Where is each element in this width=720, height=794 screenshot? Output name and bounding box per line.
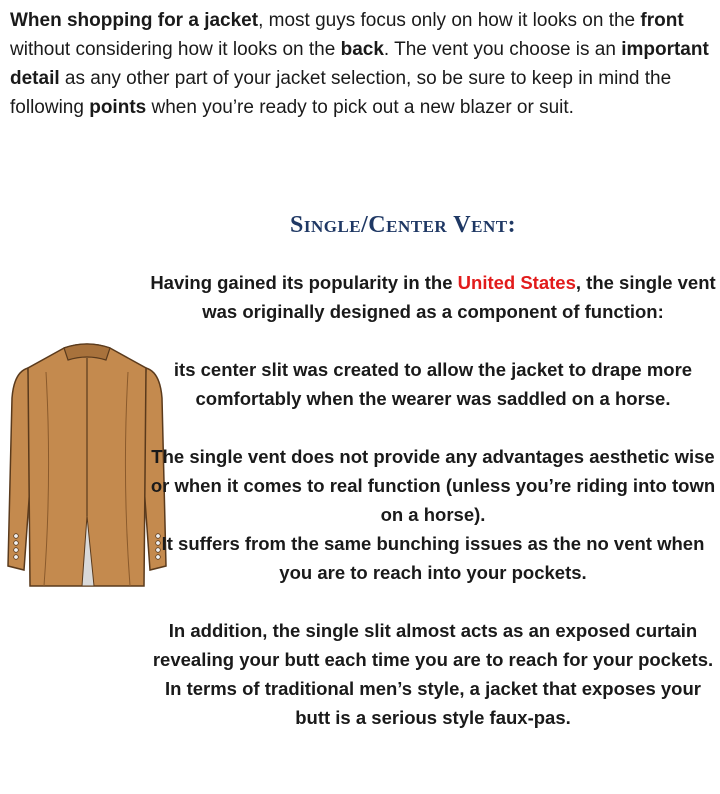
- intro-bold-5: points: [89, 97, 147, 118]
- intro-bold-4: important detail: [10, 39, 709, 89]
- section-title: Single/Center Vent:: [290, 212, 517, 238]
- paragraph-bunching: It suffers from the same bunching issues as the no vent when you are to reach into your pockets.: [161, 533, 705, 583]
- united-states-highlight: United States: [457, 272, 576, 293]
- intro-bold-2: front: [640, 10, 684, 31]
- paragraph-popularity-c: , the single vent was originally designed as a component of function:: [202, 272, 716, 322]
- paragraph-center-slit: its center slit was created to allow the jacket to drape more comfortably when the wearer was saddled on a horse.: [173, 359, 693, 409]
- intro-text-5: when you’re ready to pick out a new blazer or suit.: [146, 97, 574, 118]
- paragraph-no-advantages: The single vent does not provide any advantages aesthetic wise or when it comes to real function (unless you’re riding into town on a horse).: [150, 446, 716, 525]
- jacket-back-single-vent-icon: [6, 338, 168, 590]
- intro-text-4: as any other part of your jacket selection, so be sure to keep in mind the following: [10, 68, 672, 118]
- intro-bold-1: When shopping for a jacket: [10, 10, 259, 31]
- intro-text-3: . The vent you choose is an: [383, 39, 622, 60]
- intro-bold-3: back: [340, 39, 384, 60]
- intro-text-1: , most guys focus only on how it looks on the: [258, 10, 641, 31]
- jacket-collar: [64, 344, 110, 360]
- paragraph-exposed-curtain: In addition, the single slit almost acts as an exposed curtain revealing your butt each time you are to reach for your pockets. In terms of traditional men’s style, a jacket that exposes your butt is a serious style faux-pas.: [152, 620, 714, 728]
- section-body: [150, 268, 716, 732]
- paragraph-popularity: [150, 268, 716, 326]
- intro-paragraph: [10, 6, 710, 122]
- paragraph-popularity-a: Having gained its popularity in the: [150, 272, 458, 293]
- intro-text-2: without considering how it looks on the: [10, 39, 341, 60]
